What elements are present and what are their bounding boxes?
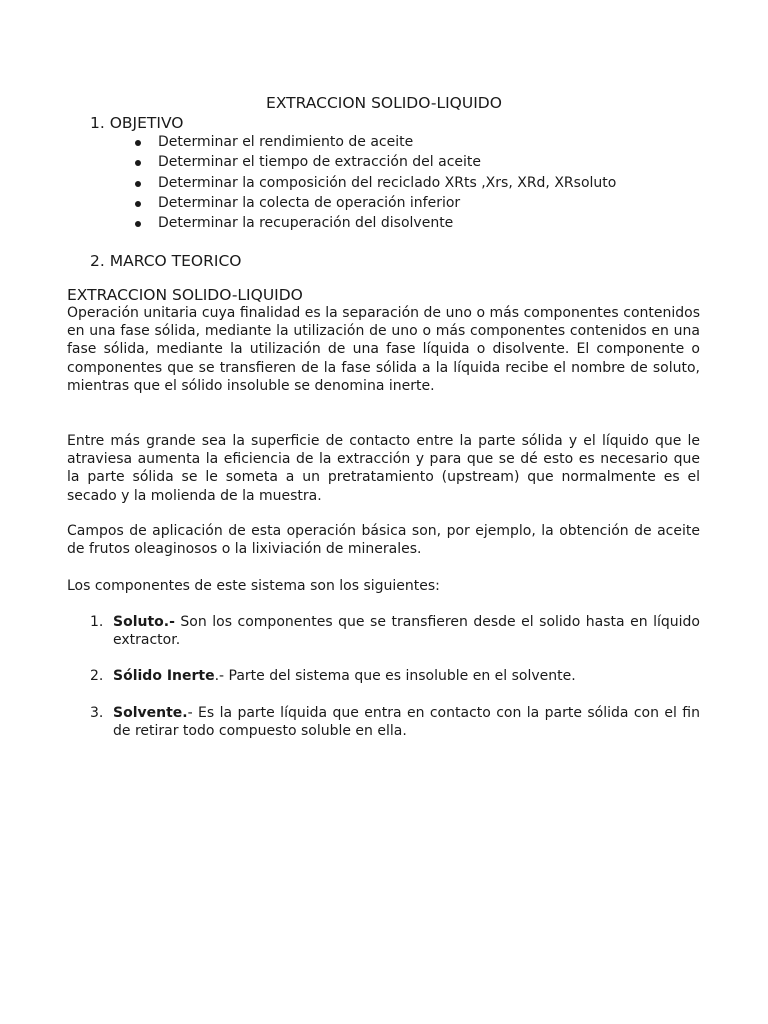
bullet-icon (135, 221, 141, 227)
component-number: 3. (90, 705, 104, 721)
component-item-solido-inerte (90, 667, 700, 685)
objective-item-text: Determinar el tiempo de extracción del aceite (158, 154, 481, 171)
component-item-soluto (90, 613, 700, 649)
objective-item (132, 152, 616, 172)
paragraph-applications: Campos de aplicación de esta operación básica son, por ejemplo, la obtención de aceite de frutos oleaginosos o la lixiviación de minerales. (67, 523, 700, 558)
bullet-icon (135, 181, 141, 187)
component-description: - Es la parte líquida que entra en contacto con la parte sólida con el fin de retirar todo compuesto soluble en ella. (113, 705, 700, 740)
objective-item-text: Determinar la composición del reciclado XRts ,Xrs, XRd, XRsoluto (158, 174, 617, 191)
subheading: EXTRACCION SOLIDO-LIQUIDO (67, 286, 303, 304)
bullet-icon (135, 160, 141, 166)
paragraph-components-intro: Los componentes de este sistema son los siguientes: (67, 578, 440, 594)
objective-item-text: Determinar el rendimiento de aceite (158, 134, 414, 150)
objective-item (132, 173, 616, 193)
component-description: .- Parte del sistema que es insoluble en el solvente. (214, 668, 576, 684)
objective-item (132, 193, 616, 213)
objective-item-text: Determinar la colecta de operación inferior (158, 194, 461, 211)
component-term: Sólido Inerte (113, 668, 215, 684)
component-term: Soluto.- (113, 614, 175, 630)
objective-item (132, 132, 616, 152)
paragraph-contact-surface: Entre más grande sea la superficie de contacto entre la parte sólida y el líquido que le atraviesa aumenta la eficiencia de la extracción y para que se dé esto es necesario que la parte sólida se le someta a un pretratamiento (upstream) que normalmente es el secado y la molienda de la muestra. (67, 433, 700, 504)
document-title: EXTRACCION SOLIDO-LIQUIDO (266, 94, 502, 112)
component-item-solvente (90, 704, 700, 740)
paragraph-definition: Operación unitaria cuya finalidad es la separación de uno o más componentes contenidos en una fase sólida, mediante la utilización de uno o más componentes contenidos en una fase sólida, mediante la utilización de una fase líquida o disolvente. El componente o componentes que se transfieren de la fase sólida a la líquida recibe el nombre de soluto, mientras que el sólido insoluble se denomina inerte. (67, 305, 700, 394)
bullet-icon (135, 140, 141, 146)
section-heading-marco-teorico: 2. MARCO TEORICO (90, 252, 242, 270)
component-description: Son los componentes que se transfieren desde el solido hasta en líquido extractor. (113, 614, 700, 649)
bullet-icon (135, 201, 141, 207)
component-number: 1. (90, 614, 104, 630)
objective-item-text: Determinar la recuperación del disolvente (158, 215, 454, 232)
component-term: Solvente. (113, 705, 188, 721)
objective-list (132, 132, 616, 233)
component-number: 2. (90, 668, 104, 684)
section-heading-objetivo: 1. OBJETIVO (90, 114, 184, 132)
objective-item (132, 213, 616, 233)
